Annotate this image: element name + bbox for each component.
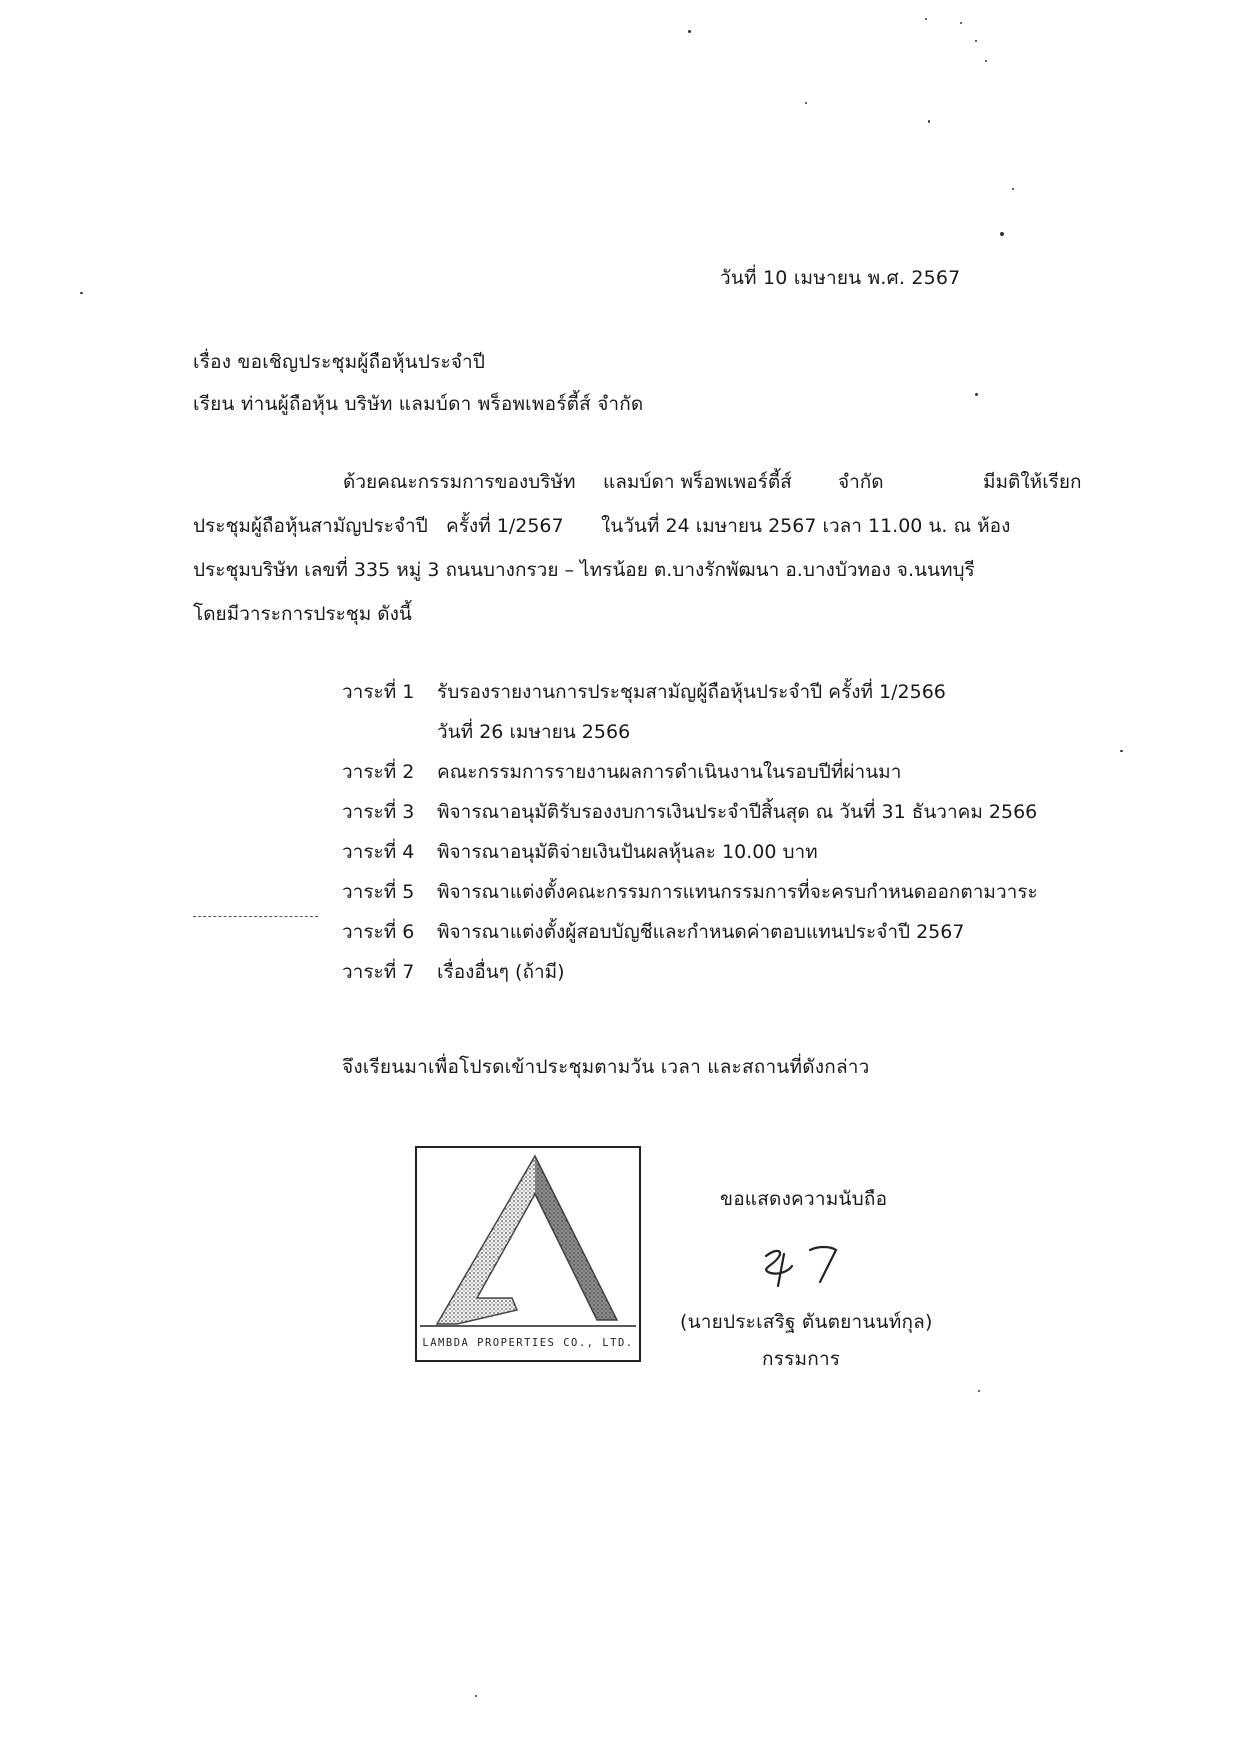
- scan-speck: [978, 1390, 980, 1392]
- scan-speck: [975, 393, 978, 396]
- scan-speck: [975, 40, 977, 42]
- paragraph-text: ในวันที่ 24 เมษายน 2567 เวลา 11.00 น. ณ ห้อง: [601, 515, 1011, 537]
- scan-speck: [1012, 188, 1014, 190]
- agenda-number: วาระที่ 2: [342, 761, 415, 783]
- scan-speck: [925, 18, 927, 20]
- paragraph-text: ครั้งที่ 1/2567: [446, 515, 564, 537]
- letter-addressee: เรียน ท่านผู้ถือหุ้น บริษัท แลมบ์ดา พร็อพเพอร์ตี้ส์ จำกัด: [193, 393, 644, 415]
- agenda-text: คณะกรรมการรายงานผลการดำเนินงานในรอบปีที่ผ่านมา: [437, 761, 902, 783]
- letter-subject: เรื่อง ขอเชิญประชุมผู้ถือหุ้นประจำปี: [193, 351, 486, 373]
- regards-text: ขอแสดงความนับถือ: [720, 1188, 888, 1210]
- agenda-text: วันที่ 26 เมษายน 2566: [437, 721, 631, 743]
- scan-speck: [805, 102, 807, 104]
- paragraph-line: [193, 470, 1093, 514]
- signer-name: (นายประเสริฐ ตันตยานนท์กุล): [680, 1311, 933, 1333]
- handwritten-signature: [758, 1236, 848, 1298]
- lambda-logo-icon: [417, 1148, 639, 1360]
- paragraph-text: ประชุมผู้ถือหุ้นสามัญประจำปี: [193, 515, 428, 537]
- scan-speck: [960, 22, 962, 24]
- stamp-company-name: LAMBDA PROPERTIES CO., LTD.: [422, 1337, 634, 1349]
- paragraph-text: ด้วยคณะกรรมการของบริษัท: [343, 471, 576, 493]
- scan-speck: [1000, 232, 1004, 236]
- agenda-number: วาระที่ 1: [342, 681, 415, 703]
- agenda-number: วาระที่ 3: [342, 801, 415, 823]
- scan-speck: [1120, 750, 1123, 752]
- agenda-text: พิจารณาอนุมัติจ่ายเงินปันผลหุ้นละ 10.00 บาท: [437, 841, 818, 863]
- letter-date: วันที่ 10 เมษายน พ.ศ. 2567: [720, 267, 961, 289]
- scan-speck: [928, 120, 930, 123]
- paragraph-text: ประชุมบริษัท เลขที่ 335 หมู่ 3 ถนนบางกรวย – ไทรน้อย ต.บางรักพัฒนา อ.บางบัวทอง จ.นนทบุรี: [193, 559, 975, 581]
- paragraph-line: [193, 558, 1093, 602]
- scan-speck: [80, 292, 83, 294]
- signer-position: กรรมการ: [762, 1348, 841, 1370]
- agenda-number: วาระที่ 7: [342, 961, 415, 983]
- paragraph-text: จำกัด: [838, 471, 884, 493]
- agenda-number: วาระที่ 6: [342, 921, 415, 943]
- body-paragraph: [193, 470, 1093, 646]
- paragraph-line: [193, 514, 1093, 558]
- paragraph-line: [193, 602, 1093, 646]
- agenda-text: เรื่องอื่นๆ (ถ้ามี): [437, 961, 565, 983]
- scan-speck: [475, 1695, 477, 1697]
- agenda-text: พิจารณาแต่งตั้งผู้สอบบัญชีและกำหนดค่าตอบแทนประจำปี 2567: [437, 921, 965, 943]
- agenda-text: รับรองรายงานการประชุมสามัญผู้ถือหุ้นประจำปี ครั้งที่ 1/2566: [437, 681, 946, 703]
- agenda-number: วาระที่ 5: [342, 881, 415, 903]
- paragraph-text: แลมบ์ดา พร็อพเพอร์ตี้ส์: [603, 471, 792, 493]
- agenda-number: วาระที่ 4: [342, 841, 415, 863]
- agenda-text: พิจารณาแต่งตั้งคณะกรรมการแทนกรรมการที่จะครบกำหนดออกตามวาระ: [437, 881, 1038, 903]
- scan-speck: [985, 60, 987, 62]
- closing-sentence: จึงเรียนมาเพื่อโปรดเข้าประชุมตามวัน เวลา และสถานที่ดังกล่าว: [342, 1056, 870, 1078]
- scan-speck: [688, 30, 691, 33]
- agenda-text: พิจารณาอนุมัติรับรองงบการเงินประจำปีสิ้นสุด ณ วันที่ 31 ธันวาคม 2566: [437, 801, 1038, 823]
- company-stamp: [415, 1146, 641, 1362]
- paragraph-text: มีมติให้เรียก: [983, 471, 1082, 493]
- margin-dash-line: [193, 916, 318, 917]
- paragraph-text: โดยมีวาระการประชุม ดังนี้: [193, 603, 412, 625]
